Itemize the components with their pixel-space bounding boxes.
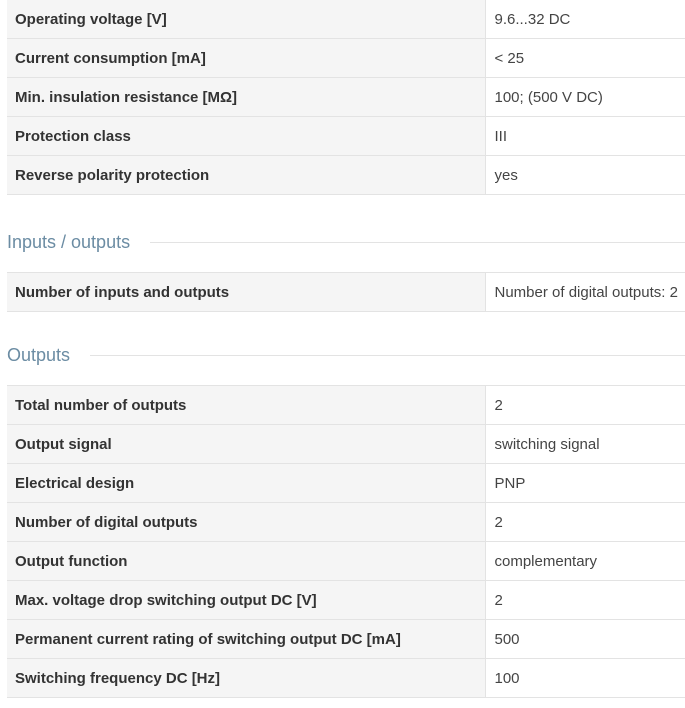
spec-value: 2 [485,503,685,542]
spec-key: Reverse polarity protection [7,156,485,195]
spec-value: 500 [485,620,685,659]
spec-key: Total number of outputs [7,386,485,425]
spec-key: Number of inputs and outputs [7,273,485,312]
spec-value: switching signal [485,425,685,464]
spec-value: Number of digital outputs: 2 [485,273,685,312]
table-row [7,39,685,78]
spec-value: complementary [485,542,685,581]
table-row [7,659,685,698]
table-row [7,581,685,620]
spec-value: 9.6...32 DC [485,0,685,39]
table-row [7,542,685,581]
spec-value: 2 [485,386,685,425]
spec-key: Protection class [7,117,485,156]
spec-value: PNP [485,464,685,503]
spec-key: Permanent current rating of switching output DC [mA] [7,620,485,659]
section-divider [150,242,685,243]
spec-value: 100 [485,659,685,698]
table-row [7,0,685,39]
spec-key: Number of digital outputs [7,503,485,542]
spec-key: Switching frequency DC [Hz] [7,659,485,698]
spec-key: Min. insulation resistance [MΩ] [7,78,485,117]
table-row [7,273,685,312]
spec-value: 100; (500 V DC) [485,78,685,117]
table-row [7,78,685,117]
section-title: Inputs / outputs [7,231,131,252]
spec-key: Electrical design [7,464,485,503]
section-divider [90,355,685,356]
section-heading-inputs-outputs [7,230,685,254]
spec-value: 2 [485,581,685,620]
spec-key: Current consumption [mA] [7,39,485,78]
table-row [7,156,685,195]
table-row [7,117,685,156]
spec-key: Output function [7,542,485,581]
inputs-outputs-spec-table [7,272,685,312]
section-heading-outputs [7,343,685,367]
table-row [7,425,685,464]
table-row [7,464,685,503]
table-row [7,503,685,542]
section-title: Outputs [7,344,71,365]
table-row [7,620,685,659]
spec-value: yes [485,156,685,195]
outputs-spec-table [7,385,685,698]
spec-key: Output signal [7,425,485,464]
table-row [7,386,685,425]
spec-key: Operating voltage [V] [7,0,485,39]
spec-value: III [485,117,685,156]
power-spec-table [7,0,685,195]
spec-value: < 25 [485,39,685,78]
spec-key: Max. voltage drop switching output DC [V] [7,581,485,620]
